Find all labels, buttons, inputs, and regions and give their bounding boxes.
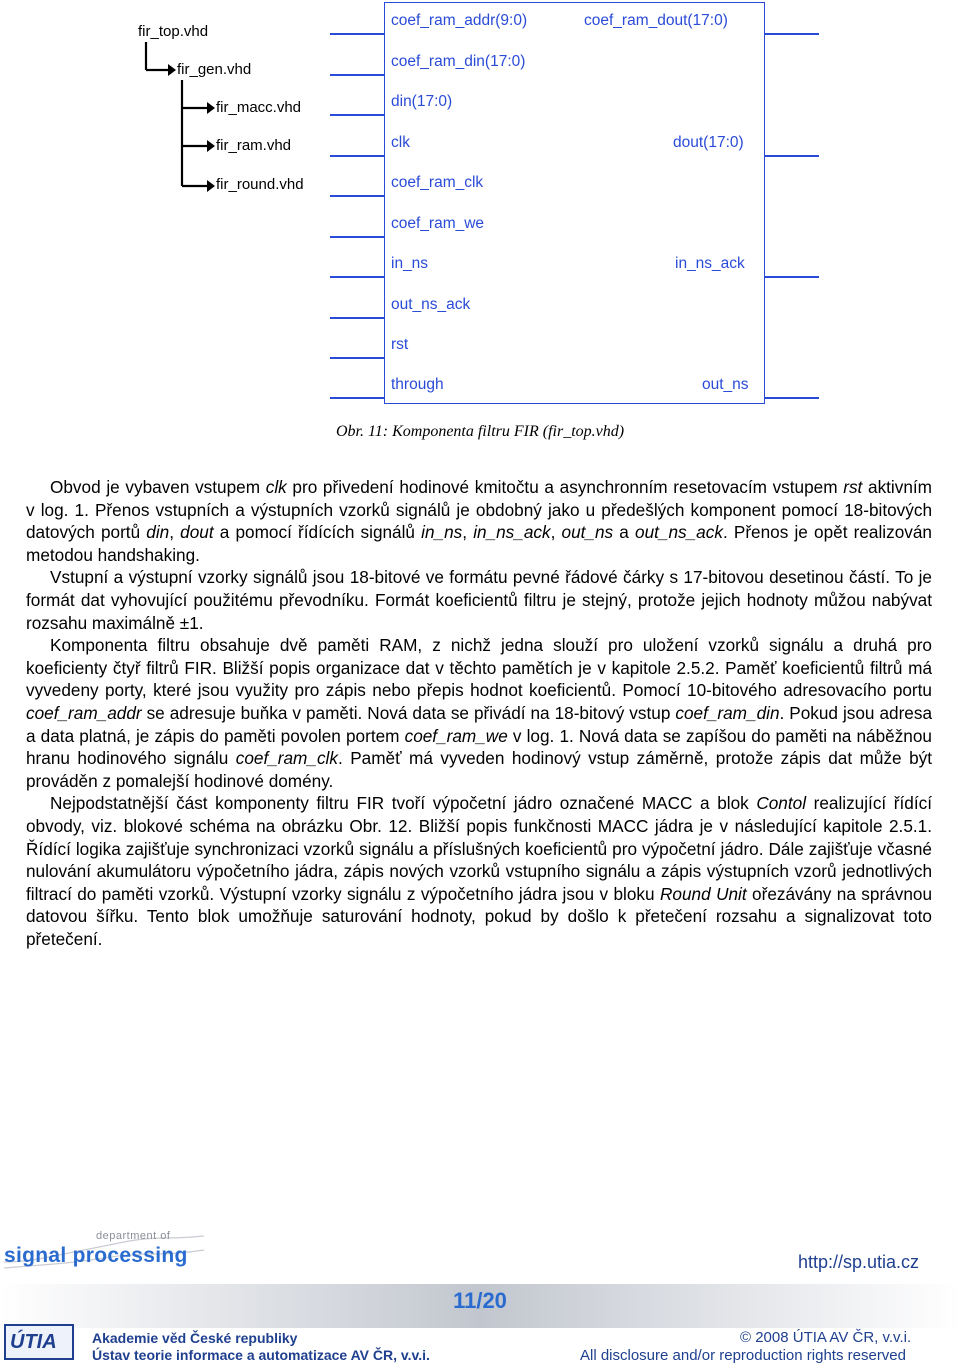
port-din: din(17:0) xyxy=(391,93,453,110)
paragraph-2: Vstupní a výstupní vzorky signálů jsou 18-bitové ve formátu pevné řádové čárky s 17-bitovou desetinou částí. To je formát dat vyhovující použitému převodníku. Formát koeficientů filtru je stejný, protože jejich hodnoty můžou nabývat rozsahu maximálně ±1. xyxy=(26,567,932,633)
page-number: 11/20 xyxy=(453,1288,507,1313)
file-fir-ram: fir_ram.vhd xyxy=(216,137,292,154)
paragraph-4: Nejpodstatnější část komponenty filtru FIR tvoří výpočetní jádro označené MACC a blok Contol realizující řídící obvody, viz. blokové schéma na obrázku Obr. 12. Bližší popis funkčnosti MACC jádra je v následující kapitole 2.5.1. Řídící logika zajišťuje synchronizaci vzorků signálu a příslušných koeficientů pro výpočetní jádro. Dále zajišťuje včasné nulování akumulátoru výpočetního jádra, zápis nových vzorků vstupního signálu a zápis výstupních vzorů jednotlivých filtrací do paměti vzorků. Výstupní vzorky signálu z výpočetního jádra jsou v bloku Round Unit ořezávány na správnou datovou šířku. Tento blok umožňuje saturování hodnoty, pokud by došlo k přetečení rozsahu a signalizovat toto přetečení. xyxy=(26,793,932,949)
port-dout: dout(17:0) xyxy=(673,134,744,151)
academy-line-1: Akademie věd České republiky xyxy=(92,1330,298,1346)
utia-logo: ÚTIA xyxy=(4,1324,74,1360)
copyright-text: © 2008 ÚTIA AV ČR, v.v.i. xyxy=(740,1329,912,1346)
port-coef-ram-addr: coef_ram_addr(9:0) xyxy=(391,12,528,29)
site-url-link[interactable]: http://sp.utia.cz xyxy=(798,1252,920,1272)
port-line xyxy=(330,276,384,278)
figure-caption: Obr. 11: Komponenta filtru FIR (fir_top.vhd) xyxy=(335,423,625,440)
academy-line-2: Ústav teorie informace a automatizace AV ČR, v.v.i. xyxy=(92,1347,430,1363)
port-in-ns: in_ns xyxy=(391,255,429,272)
port-clk: clk xyxy=(391,134,410,151)
file-fir-round: fir_round.vhd xyxy=(216,176,304,193)
port-line xyxy=(330,236,384,238)
port-line xyxy=(765,155,819,157)
port-coef-ram-din: coef_ram_din(17:0) xyxy=(391,53,526,70)
port-coef-ram-we: coef_ram_we xyxy=(391,215,485,232)
body-text xyxy=(26,476,932,950)
rights-text: All disclosure and/or reproduction rights reserved xyxy=(580,1347,906,1364)
port-out-ns: out_ns xyxy=(702,376,749,393)
port-line xyxy=(330,33,384,35)
port-line xyxy=(765,33,819,35)
file-fir-gen: fir_gen.vhd xyxy=(177,61,252,78)
page-footer xyxy=(0,1220,960,1367)
port-line xyxy=(330,397,384,399)
port-line xyxy=(330,114,384,116)
port-line xyxy=(330,74,384,76)
port-in-ns-ack: in_ns_ack xyxy=(675,255,745,272)
port-line xyxy=(765,276,819,278)
port-coef-ram-clk: coef_ram_clk xyxy=(391,174,484,191)
port-line xyxy=(330,155,384,157)
port-line xyxy=(330,317,384,319)
port-through: through xyxy=(391,376,444,393)
port-out-ns-ack: out_ns_ack xyxy=(391,296,471,313)
figure-fir-top xyxy=(0,0,960,420)
port-line xyxy=(765,397,819,399)
port-line xyxy=(330,195,384,197)
paragraph-1: Obvod je vybaven vstupem clk pro přivedení hodinové kmitočtu a asynchronním resetovacím vstupem rst aktivním v log. 1. Přenos vstupních a výstupních vzorků signálů je obdobný jako u předešlých komponent pomocí 18-bitových datových portů din, dout a pomocí řídících signálů in_ns, in_ns_ack, out_ns a out_ns_ack. Přenos je opět realizován metodou handshaking. xyxy=(26,477,932,565)
port-rst: rst xyxy=(391,336,409,353)
dept-large-label: signal processing xyxy=(4,1244,188,1267)
port-line xyxy=(330,357,384,359)
dept-small-label: department of xyxy=(96,1230,171,1242)
file-fir-macc: fir_macc.vhd xyxy=(216,99,302,116)
file-fir-top: fir_top.vhd xyxy=(138,23,209,40)
port-coef-ram-dout: coef_ram_dout(17:0) xyxy=(584,12,728,29)
department-logo xyxy=(4,1228,234,1288)
paragraph-3: Komponenta filtru obsahuje dvě paměti RAM, z nichž jedna slouží pro uložení vzorků signálu a druhá pro koeficienty čtyř filtrů FIR. Bližší popis organizace dat v těchto pamětích je v kapitole 2.5.2. Paměť koeficientů filtrů má vyvedeny porty, které jsou využity pro zápis nebo přepis hodnot koeficientů. Pomocí 10-bitového adresovacího portu coef_ram_addr se adresuje buňka v paměti. Nová data se přivádí na 18-bitový vstup coef_ram_din. Pokud jsou adresa a data platná, je zápis do paměti povolen portem coef_ram_we v log. 1. Nová data se zapíšou do paměti na náběžnou hranu hodinového signálu coef_ram_clk. Paměť má vyveden hodinový vstup záměrně, protože zápis dat může být prováděn z pomalejší hodinové domény. xyxy=(26,635,933,791)
